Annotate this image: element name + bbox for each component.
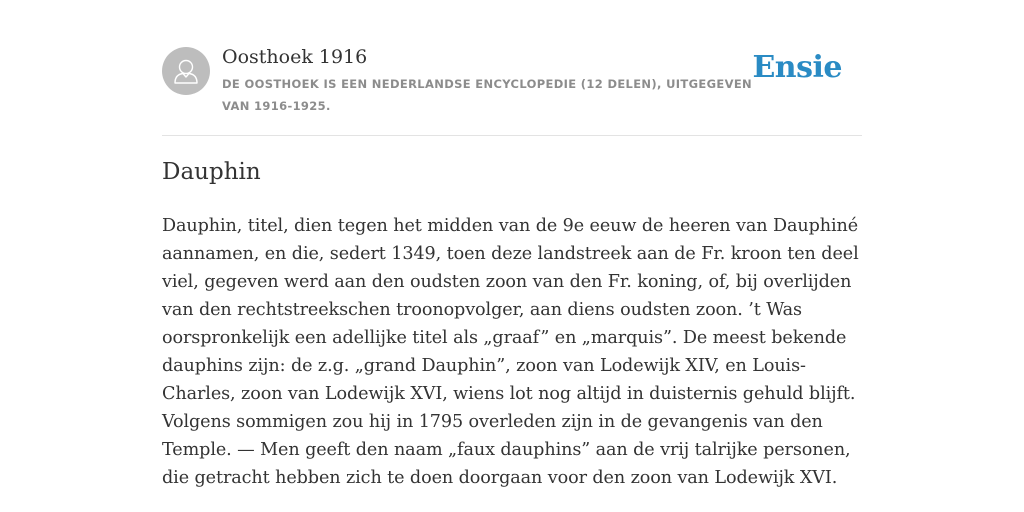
source-name[interactable]: Oosthoek 1916: [222, 46, 368, 68]
brand-logo[interactable]: Ensie: [752, 50, 842, 85]
avatar[interactable]: [162, 47, 210, 95]
article-body: Dauphin, titel, dien tegen het midden van de 9e eeuw de heeren van Dauphiné aannamen, en die, sedert 1349, toen deze landstreek aan de Fr. kroon ten deel viel, gegeven werd aan den oudsten zoon van den Fr. koning, of, bij overlijden van den rechtstreekschen troonopvolger, aan diens oudsten zoon. ’t Was oorspronkelijk een adellijke titel als „graaf” en „marquis”. De meest bekende dauphins zijn: de z.g. „grand Dauphin”, zoon van Lodewijk XIV, en Louis-Charles, zoon van Lodewijk XVI, wiens lot nog altijd in duisternis gehuld blijft. Volgens sommigen zou hij in 1795 overleden zijn in de gevangenis van den Temple. — Men geeft den naam „faux dauphins” aan de vrij talrijke personen, die getracht hebben zich te doen doorgaan voor den zoon van Lodewijk XVI.: [162, 216, 859, 488]
source-header: [162, 44, 862, 116]
user-silhouette-icon: [162, 47, 210, 95]
page-title: Dauphin: [162, 159, 261, 185]
source-description: DE OOSTHOEK IS EEN NEDERLANDSE ENCYCLOPEDIE (12 DELEN), UITGEGEVEN VAN 1916-1925.: [222, 77, 753, 113]
divider: [162, 135, 862, 136]
